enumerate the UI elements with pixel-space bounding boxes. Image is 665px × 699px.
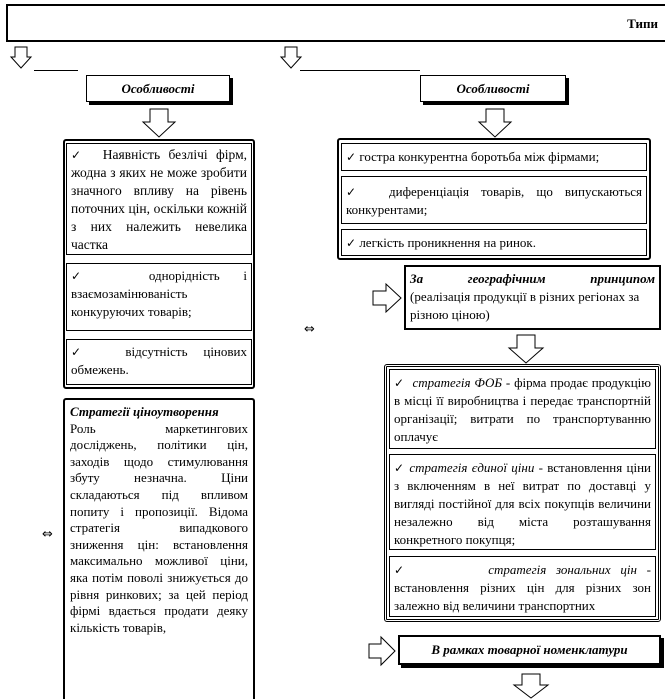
strategy-uniform-text: - встановлення ціни з включенням в неї витрат по доставці у вигляді постійної для всіх покупців величини незалежно від міста розташування конкретного покупця; — [394, 460, 651, 547]
strategy-zonal-text: - встановлення різних цін для різних зон залежно від величини транспортних — [394, 562, 651, 613]
left-strategy-title: Стратегії ціноутворення — [70, 404, 219, 419]
types-title: Типи — [627, 16, 658, 31]
left-feature-1 — [66, 143, 252, 255]
product-range-label: В рамках товарної номенклатури — [431, 642, 628, 657]
double-arrow-left: ⇔ — [42, 527, 53, 542]
left-feature-2-text: однорідність і взаємозамінюваність конкуруючих товарів; — [71, 268, 248, 319]
down-arrow-strategies — [508, 334, 544, 364]
strategy-uniform-price — [389, 454, 656, 550]
check-icon: ✓ — [346, 150, 357, 164]
check-icon: ✓ — [394, 563, 411, 577]
strategy-fob-name: стратегія ФОБ — [412, 375, 503, 390]
product-range-box — [398, 635, 661, 665]
left-feature-1-text: Наявність безлічі фірм, жодна з яких не може зробити значного впливу на рівень поточних цін, оскільки кожній з них належить невелика частка — [71, 147, 247, 252]
right-feature-2-text: диференціація товарів, що випускаються конкурентами; — [346, 184, 643, 217]
geo-principle-text: (реалізація продукції в різних регіонах за різною ціною) — [410, 289, 640, 322]
double-arrow-middle: ⇔ — [304, 322, 315, 337]
left-feature-3 — [66, 339, 252, 385]
down-arrow-right-header — [478, 108, 512, 138]
left-strategy-box — [63, 398, 255, 699]
geo-principle-title: За географічним принципом — [410, 271, 655, 286]
right-feature-1-text: гостра конкурентна боротьба між фірмами; — [359, 149, 600, 164]
check-icon: ✓ — [394, 461, 406, 475]
check-icon: ✓ — [71, 345, 94, 359]
geo-principle-box — [404, 265, 661, 330]
strategy-uniform-name: стратегія єдиної ціни — [409, 460, 535, 475]
down-arrow-right-top — [280, 46, 302, 70]
strategy-zonal-name: стратегія зональних цін — [488, 562, 637, 577]
right-feature-3-text: легкість проникнення на ринок. — [359, 235, 536, 250]
strategy-fob-text: - фірма продає продукцію в місці її виробництва і передає транспортній організації; витрати по транспортуванню оплачує — [394, 375, 651, 444]
check-icon: ✓ — [71, 148, 87, 162]
left-feature-2 — [66, 263, 252, 331]
down-arrow-left-top — [10, 46, 32, 70]
right-feature-1 — [341, 143, 647, 171]
right-feature-2 — [341, 176, 647, 224]
check-icon: ✓ — [394, 376, 405, 390]
check-icon: ✓ — [346, 185, 365, 199]
right-arrow-bottom — [368, 636, 396, 666]
connector-line-left — [34, 70, 78, 71]
connector-line-right — [300, 70, 420, 71]
check-icon: ✓ — [71, 269, 102, 283]
strategy-fob — [389, 369, 656, 449]
down-arrow-left-header — [142, 108, 176, 138]
left-feature-3-text: відсутність цінових обмежень. — [71, 344, 247, 377]
right-features-label: Особливості — [456, 80, 530, 96]
right-features-header — [420, 75, 566, 102]
types-title-box — [6, 4, 665, 42]
right-feature-3 — [341, 229, 647, 256]
left-features-header — [86, 75, 230, 102]
down-arrow-bottom — [513, 673, 549, 699]
strategy-zonal-price — [389, 556, 656, 617]
left-features-label: Особливості — [121, 80, 195, 96]
check-icon: ✓ — [346, 236, 357, 250]
left-strategy-text: Роль маркетингових досліджень, політики цін, заходів щодо стимулювання збуту незначна. Ціни складаються під впливом попиту і пропозиції. Відома стратегія випадкового зниження цін: встановлення максимально можливої ціни, яка потім поволі знижується до рівня ринкових; за цей період фірмі вдається продати деяку кількість товарів, — [70, 420, 248, 635]
right-arrow-geo — [372, 283, 402, 313]
